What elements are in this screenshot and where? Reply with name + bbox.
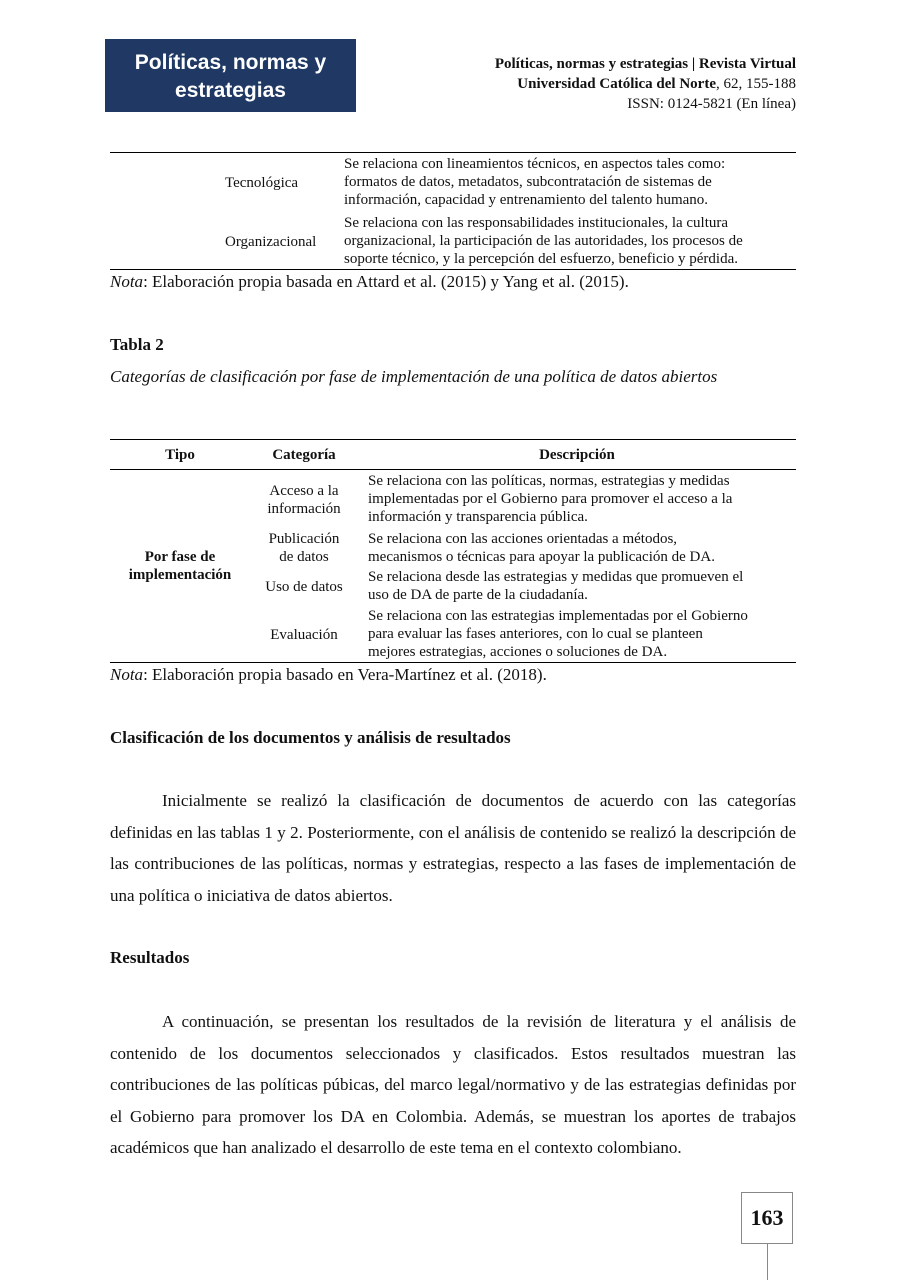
university-name: Universidad Católica del Norte: [517, 76, 716, 92]
table2-bottom-rule: [110, 662, 796, 663]
badge-line-1: Políticas, normas y: [134, 50, 327, 74]
desc-line: información, capacidad y entrenamiento del talento humano.: [344, 192, 709, 208]
table2-label: Tabla 2: [110, 335, 164, 354]
description-uso: [368, 568, 787, 604]
cat-line-2: de datos: [279, 549, 329, 565]
desc-line: para evaluar las fases anteriores, con lo cual se planteen: [368, 626, 703, 642]
category-uso: Uso de datos: [265, 579, 343, 595]
table1-note: [110, 272, 629, 292]
desc-line: Se relaciona con las estrategias implementadas por el Gobierno: [368, 608, 748, 624]
section-heading-resultados: Resultados: [110, 948, 190, 967]
table1-top-rule: [110, 152, 796, 153]
cat-line-1: Publicación: [268, 531, 340, 547]
journal-line: Políticas, normas y estrategias | Revista Virtual: [494, 56, 796, 72]
table1-category-organizacional: Organizacional: [225, 234, 317, 250]
table1-bottom-rule: [110, 269, 796, 270]
issn-line: ISSN: 0124-5821 (En línea): [627, 96, 796, 112]
category-acceso: [250, 482, 358, 518]
desc-line: Se relaciona desde las estrategias y medidas que promueven el: [368, 569, 744, 585]
desc-line: Se relaciona con las políticas, normas, estrategias y medidas: [368, 473, 730, 489]
badge-line-2: estrategias: [175, 78, 286, 102]
table2-caption: Categorías de clasificación por fase de implementación de una política de datos abiertos: [110, 367, 718, 386]
note-label: Nota: [110, 665, 144, 684]
note-text: : Elaboración propia basado en Vera-Martínez et al. (2018).: [143, 665, 547, 684]
section-heading-clasificacion: Clasificación de los documentos y análisis de resultados: [110, 728, 511, 747]
category-publicacion: [250, 530, 358, 566]
desc-line: mejores estrategias, acciones o soluciones de DA.: [368, 644, 668, 660]
table2-note: [110, 665, 547, 685]
desc-line: mecanismos o técnicas para apoyar la publicación de DA.: [368, 549, 715, 565]
table1-description-tecnologica: [344, 155, 787, 209]
desc-line: uso de DA de parte de la ciudadanía.: [368, 587, 588, 603]
desc-line: organizacional, la participación de las autoridades, los procesos de: [344, 233, 743, 249]
header-descripcion: Descripción: [539, 447, 615, 463]
category-evaluacion: Evaluación: [270, 627, 338, 643]
description-publicacion: [368, 530, 787, 566]
desc-line: información y transparencia pública.: [368, 509, 588, 525]
desc-line: soporte técnico, y la percepción del esfuerzo, beneficio y pérdida.: [344, 251, 738, 267]
desc-line: Se relaciona con las responsabilidades institucionales, la cultura: [344, 215, 729, 231]
table2-header-rule: [110, 469, 796, 470]
paragraph-resultados: A continuación, se presentan los resultados de la revisión de literatura y el análisis de contenido de los documentos seleccionados y clasificados. Estos resultados muestran las contribuciones de las políticas púbicas, del marco legal/normativo y de las estrategias definidas por el Gobierno para promover los DA en Colombia. Además, se muestran los aportes de trabajos académicos que han analizado el desarrollo de este tema en el contexto colombiano.: [110, 1012, 796, 1157]
header-categoria: Categoría: [272, 447, 336, 463]
paragraph-clasificacion: Inicialmente se realizó la clasificación de documentos de acuerdo con las categorías definidas en las tablas 1 y 2. Posteriormente, con el análisis de contenido se realizó la descripción de las contribuciones de las políticas, normas y estrategias, respecto a las fases de implementación de una política o iniciativa de datos abiertos.: [110, 791, 796, 905]
table1-description-organizacional: [344, 214, 787, 268]
page-number-line: [767, 1244, 768, 1280]
header-tipo: Tipo: [165, 447, 195, 463]
university-line: [495, 74, 796, 94]
description-evaluacion: [368, 607, 787, 661]
note-label: Nota: [110, 272, 144, 291]
desc-line: Se relaciona con lineamientos técnicos, en aspectos tales como:: [344, 156, 726, 172]
desc-line: Se relaciona con las acciones orientadas a métodos,: [368, 531, 678, 547]
table2-top-rule: [110, 439, 796, 440]
running-header: [495, 54, 796, 114]
tipo-cell: [110, 548, 250, 584]
note-text: : Elaboración propia basada en Attard et al. (2015) y Yang et al. (2015).: [143, 272, 629, 291]
tipo-line-1: Por fase de: [144, 549, 216, 565]
tipo-line-2: implementación: [128, 567, 232, 583]
cat-line-2: información: [267, 501, 341, 517]
page-number: 163: [741, 1192, 793, 1244]
desc-line: formatos de datos, metadatos, subcontratación de sistemas de: [344, 174, 712, 190]
desc-line: implementadas por el Gobierno para promover el acceso a la: [368, 491, 733, 507]
journal-section-badge: [105, 39, 356, 112]
citation: , 62, 155-188: [716, 76, 796, 92]
table1-category-tecnologica: Tecnológica: [225, 175, 299, 191]
description-acceso: [368, 472, 787, 526]
cat-line-1: Acceso a la: [269, 483, 339, 499]
